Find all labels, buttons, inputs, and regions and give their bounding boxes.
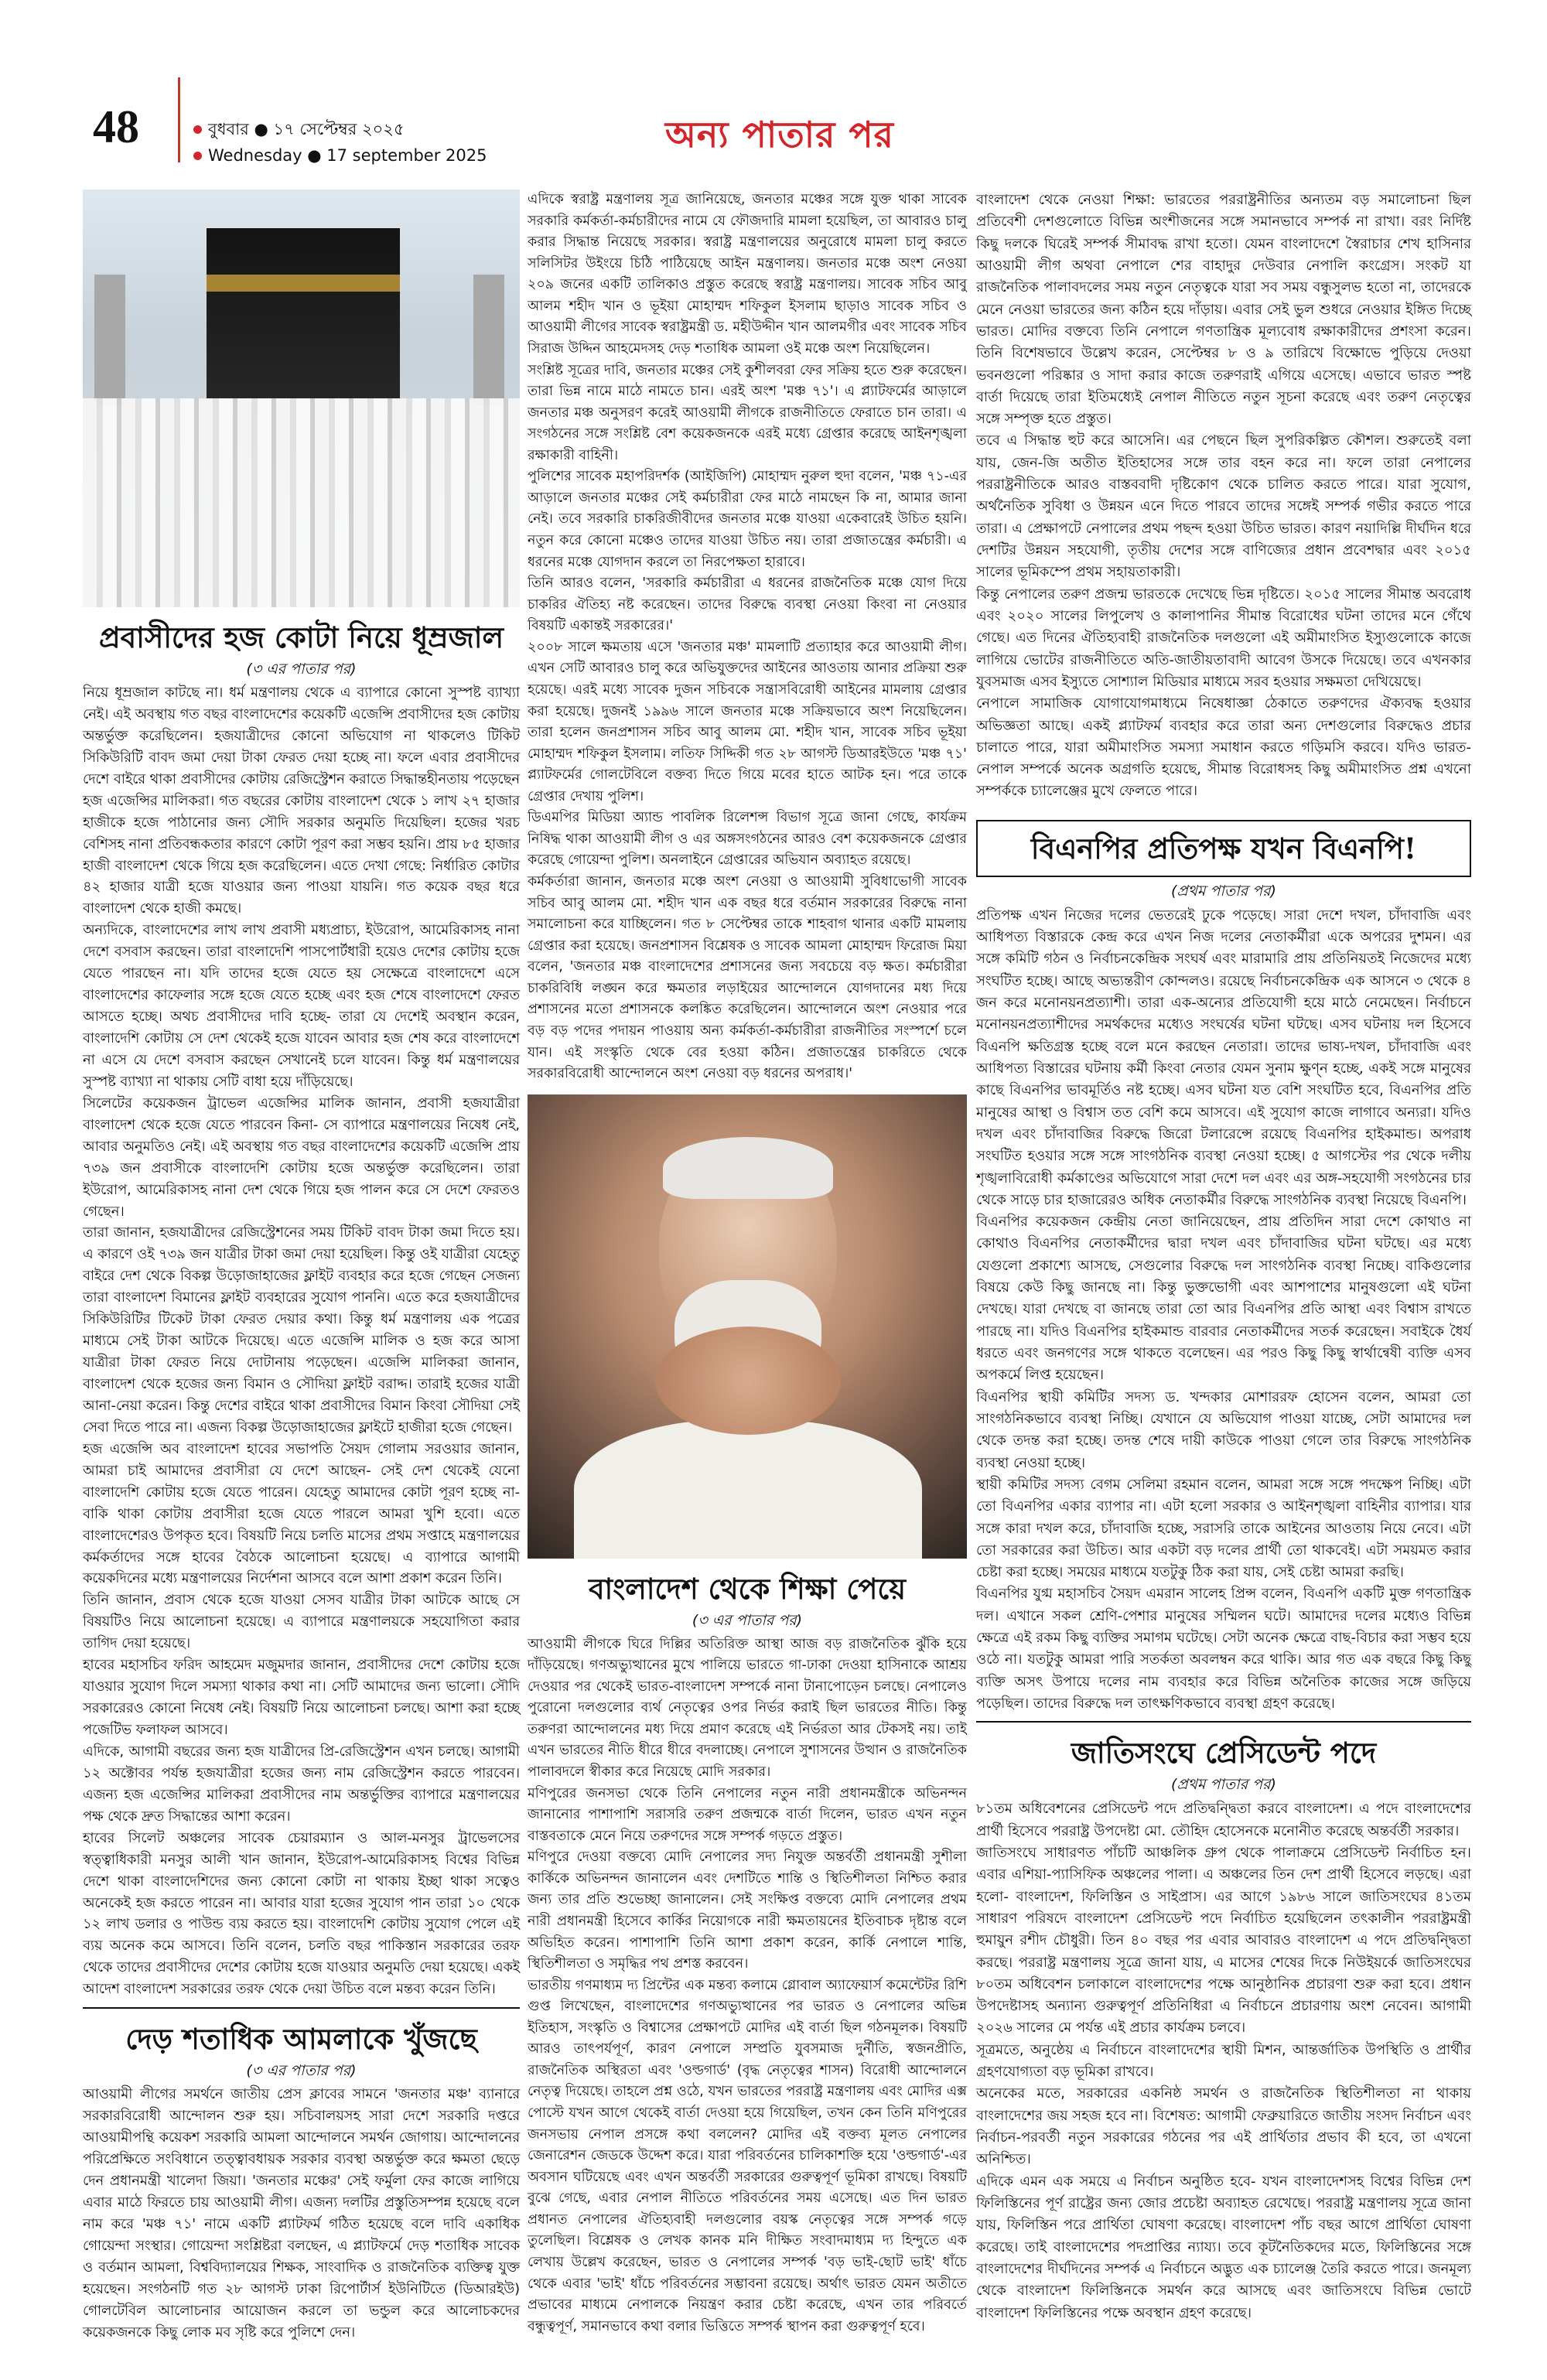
paragraph: মণিপুরে দেওয়া বক্তব্যে মোদি নেপালের সদ্য নিযুক্ত অন্তর্বর্তী প্রধানমন্ত্রী সুশীলা কার্কিকে অভিনন্দন জানালেন এবং দেশটিতে শান্তি ও স্থিতিশীলতা নিশ্চিত করার জন্য তার প্রতি শুভেচ্ছা জানালেন। সেই সংক্ষিপ্ত বক্তব্যে মোদি নেপালের প্রথম নারী প্রধানমন্ত্রী হিসেবে কার্কির নিয়োগকে নারী ক্ষমতায়নের ইতিবাচক দৃষ্টান্ত বলে অভিহিত করেন। পাশাপাশি তিনি আশা প্রকাশ করেন, কার্কি নেপালে শান্তি, স্থিতিশীলতা ও সমৃদ্ধির পথ প্রশস্ত করবেন।: [528, 1849, 967, 1972]
paragraph: প্রতিপক্ষ এখন নিজের দলের ভেতরেই ঢুকে পড়েছে। সারা দেশে দখল, চাঁদাবাজি এবং আধিপত্য বিস্তারকে কেন্দ্র করে এখন নিজ দলের নেতাকর্মীরা একে অপরের দুশমন। এর সঙ্গে কমিটি গঠন ও নির্বাচনকেন্দ্রিক সংঘর্ষ এবং মারামারি প্রায় প্রতিনিয়তই নিজেদের মধ্যে সংঘটিত হচ্ছে। আছে অভ্যন্তরীণ কোন্দলও। রয়েছে নির্বাচনকেন্দ্রিক এক আসনে ৩ থেকে ৪ জন করে মনোনয়নপ্রত্যাশী। তারা এক-অন্যের প্রতিযোগী হয়ে মাঠে নেমেছেন। নির্বাচনে মনোনয়নপ্রত্যাশীদের সমর্থকদের মধ্যেও সংঘর্ষের ঘটনা ঘটছে। এসব ঘটনায় দল হিসেবে বিএনপি ক্ষতিগ্রস্ত হচ্ছে বলে মনে করছেন নেতারা। তাদের ভাষ্য-দখল, চাঁদাবাজি এবং আধিপত্য বিস্তারের ঘটনায় কর্মী কিংবা নেতার যেমন সুনাম ক্ষুণ্ন হচ্ছে, একই সঙ্গে মানুষের কাছে বিএনপির ভাবমূর্তিও নষ্ট হচ্ছে। এসব ঘটনা যত বেশি সংঘটিত হবে, বিএনপির প্রতি মানুষের আস্থা ও বিশ্বাস তত বেশি কমে আসবে। এই সুযোগ কাজে লাগাবে অন্যরা। যদিও দখল এবং চাঁদাবাজির বিরুদ্ধে জিরো টলারেন্সে রয়েছে বিএনপির হাইকমান্ড। অপরাধ সংঘটিত হওয়ার সঙ্গে সঙ্গে সাংগঠনিক ব্যবস্থা নেওয়া হচ্ছে। ৫ আগস্টের পর থেকে দলীয় শৃঙ্খলাবিরোধী কর্মকাণ্ডের অভিযোগে সারা দেশে দল এবং এর অঙ্গ-সহযোগী সংগঠনের চার থেকে সাড়ে চার হাজারেরও অধিক নেতাকর্মীর বিরুদ্ধে সাংগঠনিক ব্যবস্থা নিয়েছে বিএনপি।: [976, 907, 1471, 1208]
divider: [83, 2007, 520, 2009]
date-english-text: Wednesday ● 17 september 2025: [208, 146, 487, 165]
paragraph: সংশ্লিষ্ট সূত্রের দাবি, জনতার মঞ্চের সেই কুশীলবরা ফের সক্রিয় হতে শুরু করেছেন। তারা ভিন্ন নামে মাঠে নামতে চান। এরই অংশ 'মঞ্চ ৭১'। এ প্ল্যাটফর্মের আড়ালে জনতার মঞ্চ অনুসরণ করেই আওয়ামী লীগকে রাজনীতিতে ফেরাতে চান তারা। এ সংগঠনের সঙ্গে সংশ্লিষ্ট বেশ কয়েকজনকে এরই মধ্যে গ্রেপ্তার করেছে আইনশৃঙ্খলা রক্ষাকারী বাহিনী।: [528, 362, 967, 463]
masthead: [0, 0, 1547, 178]
date-bangla: [193, 116, 487, 142]
paragraph: ৮১তম অধিবেশনের প্রেসিডেন্ট পদে প্রতিদ্বন্দ্বিতা করবে বাংলাদেশ। এ পদে বাংলাদেশের প্রার্থী হিসেবে পররাষ্ট্র উপদেষ্টা মো. তৌহিদ হোসেনকে মনোনীত করেছে অন্তর্বর্তী সরকার।: [976, 1801, 1471, 1839]
paragraph: তিনি জানান, প্রবাস থেকে হজে যাওয়া সেসব যাত্রীর টাকা আটকে আছে সে বিষয়টিও নিয়ে আলোচনা হয়েছে। এ ব্যাপারে মন্ত্রণালয়কে সহযোগিতা করার তাগিদ দেয়া হয়েছে।: [83, 1593, 520, 1652]
date-english: [193, 142, 487, 169]
paragraph: তিনি আরও বলেন, 'সরকারি কর্মচারীরা এ ধরনের রাজনৈতিক মঞ্চে যোগ দিয়ে চাকরির ঐতিহ্য নষ্ট করেছেন। তাদের বিরুদ্ধে ব্যবস্থা নেওয়া কিংবা না নেওয়ার বিষয়টি একান্তই সরকারের।': [528, 575, 967, 634]
paragraph: আওয়ামী লীগের সমর্থনে জাতীয় প্রেস ক্লাবের সামনে 'জনতার মঞ্চ' ব্যানারে সরকারবিরোধী আন্দোলন শুরু হয়। সচিবালয়সহ সারা দেশে সরকারি দপ্তরে আওয়ামীপন্থি কয়েকশ সরকারি আমলা আন্দোলনে সমর্থন জোগায়। আন্দোলনের পরিপ্রেক্ষিতে সংবিধানে তত্ত্বাবধায়ক সরকার ব্যবস্থা অন্তর্ভুক্ত করে ক্ষমতা ছেড়ে দেন প্রধানমন্ত্রী খালেদা জিয়া। 'জনতার মঞ্চের' সেই ফর্মুলা ফের কাজে লাগিয়ে এবার মাঠে ফিরতে চায় আওয়ামী লীগ। এজন্য দলটির প্রস্তুতিসম্পন্ন হয়েছে বলে নাম করে 'মঞ্চ ৭১' নামে একটি প্ল্যাটফর্ম গঠিত হয়েছে বলে দাবি একাধিক গোয়েন্দা সংস্থার। গোয়েন্দা সংশ্লিষ্টরা বলছেন, এ প্ল্যাটফর্মে দেড় শতাধিক সাবেক ও বর্তমান আমলা, বিশ্ববিদ্যালয়ের শিক্ষক, সাংবাদিক ও রাজনৈতিক ব্যক্তিত্ব যুক্ত হয়েছেন। সংগঠনটি গত ২৮ আগস্ট ঢাকা রিপোর্টার্স ইউনিটিতে (ডিআরইউ) গোলটেবিল আলোচনার আয়োজন করলে তা ভন্ডুল করে আলোচকদের কয়েকজনকে কিছু লোক মব সৃষ্টি করে পুলিশে দেন।: [83, 2087, 520, 2341]
cases-body-part1: [83, 2085, 520, 2344]
date-block: [193, 116, 487, 169]
paragraph: বিএনপির যুগ্ম মহাসচিব সৈয়দ এমরান সালেহ প্রিন্স বলেন, বিএনপি একটি মুক্ত গণতান্ত্রিক দল। এখানে সকল শ্রেণি-পেশার মানুষের সম্মিলন ঘটে। আমাদের দলের মধ্যেও বিভিন্ন ক্ষেত্রে এই রকম কিছু ব্যক্তির সমাগম ঘটেছে। সেটা অনেক ক্ষেত্রে বাছ-বিচার করা সম্ভব হয়ে ওঠে না। যতটুকু আমরা পারি সতর্কতা অবলম্বন করে থাকি। আর গত এক বছরে কিছু কিছু ব্যক্তি অসৎ উপায়ে দলের নাম ব্যবহার করে বিভিন্ন অনৈতিক কাজের সঙ্গে জড়িয়ে পড়েছিল। তাদের বিরুদ্ধে দল তাৎক্ষণিকভাবে ব্যবস্থা গ্রহণ করেছে।: [976, 1586, 1471, 1712]
date-bangla-text: বুধবার ● ১৭ সেপ্টেম্বর ২০২৫: [208, 120, 405, 138]
folded-hands-shape: [655, 1327, 841, 1435]
minaret-shape: [473, 275, 504, 406]
kaaba-photo: [83, 190, 520, 607]
bnp-continuation: (প্রথম পাতার পর): [1171, 882, 1276, 900]
paragraph: মণিপুরের জনসভা থেকে তিনি নেপালের নতুন নারী প্রধানমন্ত্রীকে অভিনন্দন জানানোর পাশাপাশি সরাসরি তরুণ প্রজন্মকে বার্তা দিলেন, ভারত এখন নতুন বাস্তবতাকে মেনে নিয়ে তরুণদের সঙ্গে সম্পর্ক গড়তে প্রস্তুত।: [528, 1785, 967, 1844]
section-title: অন্য পাতার পর: [665, 114, 894, 155]
column-1: [83, 190, 520, 2344]
paragraph: বিএনপির স্থায়ী কমিটির সদস্য ড. খন্দকার মোশাররফ হোসেন বলেন, আমরা তো সাংগঠনিকভাবে ব্যবস্থা নিচ্ছি। যেখানে যে অভিযোগ পাওয়া যাচ্ছে, সেটা আমাদের দল থেকে তদন্ত করা হচ্ছে। তদন্ত শেষে দায়ী কাউকে পাওয়া গেলে তার বিরুদ্ধে সাংগঠনিক ব্যবস্থা নেওয়া হচ্ছে।: [976, 1388, 1471, 1471]
paragraph: এদিকে, আগামী বছরের জন্য হজ যাত্রীদের প্রি-রেজিস্ট্রেশন এখন চলছে। আগামী ১২ অক্টোবর পর্যন্ত হজযাত্রীরা হজের জন্য নাম রেজিস্ট্রেশন করতে পারবেন। এজন্য হজ এজেন্সির মালিকরা প্রবাসীদের নাম অন্তর্ভুক্তির ব্যাপারে মন্ত্রণালয়ের পক্ষ থেকে দ্রুত সিদ্ধান্তের আশা করেন।: [83, 1743, 520, 1825]
india-continuation: (৩ এর পাতার পর): [692, 1611, 803, 1629]
page-number: 48: [93, 101, 139, 152]
paragraph: এদিকে এমন এক সময়ে এ নির্বাচন অনুষ্ঠিত হবে- যখন বাংলাদেশসহ বিশ্বের বিভিন্ন দেশ ফিলিস্তিনের পূর্ণ রাষ্ট্রের জন্য জোর প্রচেষ্টা অব্যাহত রেখেছে। পররাষ্ট্র মন্ত্রণালয় সূত্রে জানা যায়, ফিলিস্তিন পরে প্রার্থিতা ঘোষণা করেছে। বাংলাদেশ পাঁচ বছর আগে প্রার্থিতা ঘোষণা করেছে। তাই বাংলাদেশের পদপ্রাপ্তির ন্যায্য। তবে কূটনৈতিকদের মতে, ফিলিস্তিনের সঙ্গে বাংলাদেশের দীর্ঘদিনের সম্পর্ক এ নির্বাচনে অদ্ভুত এক চ্যালেঞ্জ তৈরি করতে পারে। জনমূল্য থেকে বাংলাদেশ ফিলিস্তিনকে সমর্থন করে আসছে এবং জাতিসংঘে বিভিন্ন ভোটে বাংলাদেশ ফিলিস্তিনের পক্ষে অবস্থান গ্রহণ করেছে।: [976, 2173, 1471, 2321]
paragraph: নিয়ে ধূম্রজাল কাটছে না। ধর্ম মন্ত্রণালয় থেকে এ ব্যাপারে কোনো সুস্পষ্ট ব্যাখ্যা নেই। এই অবস্থায় গত বছর বাংলাদেশের কয়েকটি এজেন্সি প্রবাসীদের হজ কোটায় অন্তর্ভুক্ত করেছিলেন। হজযাত্রীদের কোনো অভিযোগ না থাকলেও টিকিট সিকিউরিটি বাবদ জমা দেয়া টাকা ফেরত দেয়া হচ্ছে না। ফলে এবার প্রবাসীদের দেশে বাইরে থাকা প্রবাসীদের কোটায় রেজিস্ট্রেশন করাতে সিদ্ধান্তহীনতায় পড়েছেন হজ এজেন্সির মালিকরা। গত বছরের কোটায় বাংলাদেশ থেকে ১ লাখ ২৭ হাজার হাজীকে হজে পাঠানোর জন্য সৌদি সরকার অনুমতি দিয়েছিল। হজের খরচ বেশিসহ নানা প্রতিবন্ধকতার কারণে কোটা পূরণ করা সম্ভব হয়নি। প্রায় ৮৫ হাজার হাজী বাংলাদেশ থেকে গিয়ে হজ করেছিলেন। এতে দেখা গেছে: নির্ধারিত কোটার ৪২ হাজার যাত্রী হজে যাওয়ার জন্য পাওয়া যায়নি। গত কয়েক বছর ধরে বাংলাদেশ থেকে হাজী কমছে।: [83, 685, 520, 917]
paragraph: সূত্রমতে, অনুষ্ঠেয় এ নির্বাচনে বাংলাদেশের স্থায়ী মিশন, আন্তর্জাতিক উপস্থিতি ও প্রার্থীর গ্রহণযোগ্যতা বড় ভূমিকা রাখবে।: [976, 2041, 1471, 2081]
paragraph: তবে এ সিদ্ধান্ত হুট করে আসেনি। এর পেছনে ছিল সুপরিকল্পিত কৌশল। শুরুতেই বলা যায়, জেন-জি অতীত ইতিহাসের সঙ্গে তার বহন করে না। ফলে তারা নেপালের পররাষ্ট্রনীতিকে আরও বাস্তববাদী দৃষ্টিকোণ থেকে চালিত করতে পারে। যারা সুযোগ, অর্থনৈতিক সুবিধা ও উন্নয়ন এনে দিতে পারবে তাদের সঙ্গেই সম্পর্ক গভীর করতে পারে তারা। এ প্রেক্ষাপটে নেপালের প্রথম পছন্দ হওয়া উচিত ভারত। কারণ নয়াদিল্লি দীর্ঘদিন ধরে দেশটির উন্নয়ন সহযোগী, তৃতীয় দেশের সঙ্গে বাণিজ্যের প্রধান প্রবেশদ্বার এবং ২০১৫ সালের ভূমিকম্পে প্রথম সহায়তাকারী।: [976, 432, 1471, 581]
paragraph: তারা জানান, হজযাত্রীদের রেজিস্ট্রেশনের সময় টিকিট বাবদ টাকা জমা দিতে হয়। এ কারণে ওই ৭৩৯ জন যাত্রীর টাকা জমা দেয়া হয়েছিল। কিন্তু ওই যাত্রীরা যেহেতু বাইরে দেশ থেকে বিকল্প উড়োজাহাজের ফ্লাইট ব্যবহার করে হজে গেছেন সেজন্য তারা বাংলাদেশ বিমানের ফ্লাইট ব্যবহারের সুযোগ পাননি। এতে করে হজযাত্রীদের সিকিউরিটির টিকেট টাকা ফেরত দেয়ার কথা। কিন্তু ধর্ম মন্ত্রণালয় এক পত্রের মাধ্যমে সেই টাকা আটকে দিয়েছে। এতে এজেন্সি মালিক ও হজ করে আসা যাত্রীরা টাকা ফেরত নিয়ে দোটানায় পড়েছেন। এজেন্সি মালিকরা জানান, বাংলাদেশ থেকে হজের জন্য বিমান ও সৌদিয়া ফ্লাইট বরাদ্দ। তারাই হজের যাত্রী আনা-নেয়া করেন। কিন্তু দেশের বাইরে থাকা প্রবাসীদের বিমান কিংবা সৌদিয়া সেই সেবা দিতে পারে না। এজন্য বিকল্প উড়োজাহাজের ফ্লাইটে হাজীরা হজে গেছেন।: [83, 1225, 520, 1436]
paragraph: এদিকে স্বরাষ্ট্র মন্ত্রণালয় সূত্র জানিয়েছে, জনতার মঞ্চের সঙ্গে যুক্ত থাকা সাবেক সরকারি কর্মকর্তা-কর্মচারীদের নামে যে ফৌজদারি মামলা হয়েছিল, তা আবারও চালু করার সিদ্ধান্ত নিয়েছে সরকার। স্বরাষ্ট্র মন্ত্রণালয়ের অনুরোধে মামলা চালু করতে সলিসিটর উইংয়ে চিঠি পাঠিয়েছে আইন মন্ত্রণালয়। জনতার মঞ্চে অংশ নেওয়া ২০৯ জনের একটি তালিকাও প্রস্তুত করেছে স্বরাষ্ট্র মন্ত্রণালয়। সাবেক সচিব আবু আলম শহীদ খান ও ভূইয়া মোহাম্মদ শফিকুল ইসলাম ছাড়াও সাবেক সচিব ও আওয়ামী লীগের সাবেক স্বরাষ্ট্রমন্ত্রী ড. মহীউদ্দীন খান আলমগীর এবং সাবেক সচিব সিরাজ উদ্দিন আহমেদসহ দেড় শতাধিক আমলা ওই মঞ্চে অংশ নিয়েছিলেন।: [528, 192, 967, 357]
paragraph: অনেকের মতে, সরকারের একনিষ্ঠ সমর্থন ও রাজনৈতিক স্থিতিশীলতা না থাকায় বাংলাদেশের জয় সহজ হবে না। বিশেষত: আগামী ফেব্রুয়ারিতে জাতীয় সংসদ নির্বাচন এবং নির্বাচন-পরবর্তী নতুন সরকারের গঠনের পর এই প্রার্থিতার প্রভাব কী হবে, তা এখনো অনিশ্চিত।: [976, 2085, 1471, 2168]
minaret-shape: [94, 275, 125, 406]
paragraph: অন্যদিকে, বাংলাদেশের লাখ লাখ প্রবাসী মধ্যপ্রাচ্য, ইউরোপ, আমেরিকাসহ নানা দেশে বসবাস করছেন। তারা বাংলাদেশি পাসপোর্টধারী হয়েও দেশের কোটায় হজে যেতে পারছেন না। যদি তাদের হজে যেতে হয় সেক্ষেত্রে বাংলাদেশে এসে বাংলাদেশের কাফেলার সঙ্গে হজে যেতে হচ্ছে এবং হজ শেষে বাংলাদেশে ফেরত আসতে হচ্ছে। অথচ প্রবাসীদের দাবি হচ্ছে- তারা যে দেশেই অবস্থান করেন, বাংলাদেশি কোটায় সে দেশ থেকেই হজে যাবেন আবার হজ শেষ করে বাংলাদেশে না এসে যে দেশে বসবাস করছেন সেখানেই চলে যাবেন। কিন্তু ধর্ম মন্ত্রণালয়ের সুস্পষ্ট ব্যাখ্যা না থাকায় সেটি বাধা হয়ে দাঁড়িয়েছে।: [83, 923, 520, 1090]
paragraph: বাংলাদেশ থেকে নেওয়া শিক্ষা: ভারতের পররাষ্ট্রনীতির অন্যতম বড় সমালোচনা ছিল প্রতিবেশী দেশগুলোতে বিভিন্ন অংশীজনের সঙ্গে সমানভাবে সম্পর্ক না রাখা। বরং নির্দিষ্ট কিছু দলকে ঘিরেই সম্পর্ক সীমাবদ্ধ রাখা হতো। যেমন বাংলাদেশে স্বৈরাচার শেখ হাসিনার আওয়ামী লীগ অথবা নেপালে শের বাহাদুর দেউবার নেপালি কংগ্রেস। সংকট যা রাজনৈতিক পালাবদলের সময় নতুন নেতৃত্বকে যারা সব সময় বন্ধুসুলভ হতো না, তাদেরকে মেনে নেওয়া ভারতের জন্য কঠিন হয়ে দাঁড়ায়। এবার সেই ভুল শুধরে নেওয়ার ইঙ্গিত দিচ্ছে ভারত। মোদির বক্তব্যে তিনি নেপালে গণতান্ত্রিক মূল্যবোধ রক্ষাকারীদের প্রশংসা করেন। তিনি বিশেষভাবে উল্লেখ করেন, সেপ্টেম্বর ৮ ও ৯ তারিখে বিক্ষোভে পুড়িয়ে দেওয়া ভবনগুলো পরিষ্কার ও সাদা করার কাজে তরুণরাই এগিয়ে এসেছে। এভাবে ভারত স্পষ্ট বার্তা দিয়েছে তারা ইতিমধ্যেই নেপাল নীতিতে নতুন সূচনা করেছে এবং তরুণ নেতৃত্বের সঙ্গে সম্পৃক্ত হতে প্রস্তুত।: [976, 192, 1471, 428]
kiswah-band: [207, 275, 400, 292]
paragraph: হাবের মহাসচিব ফরিদ আহমেদ মজুমদার জানান, প্রবাসীদের দেশে কোটায় হজে যাওয়ার সুযোগ দিলে সমস্যা থাকার কথা না। সেটি আমাদের জন্য ভালো। সৌদি সরকারেরও কোনো নিষেধ নেই। বিষয়টি নিয়ে আলোচনা চলছে। আশা করা হচ্ছে পজেটিভ ফলাফল আসবে।: [83, 1658, 520, 1738]
paragraph: ডিএমপির মিডিয়া অ্যান্ড পাবলিক রিলেশন্স বিভাগ সূত্রে জানা গেছে, কার্যক্রম নিষিদ্ধ থাকা আওয়ামী লীগ ও এর অঙ্গসংগঠনের আরও বেশ কয়েকজনকে গ্রেপ্তার করেছে গোয়েন্দা পুলিশ। অনলাইনে গ্রেপ্তারের অভিযান অব্যাহত রয়েছে।: [528, 810, 967, 869]
paragraph: ২০০৮ সালে ক্ষমতায় এসে 'জনতার মঞ্চ' মামলাটি প্রত্যাহার করে আওয়ামী লীগ। এখন সেটি আবারও চালু করে অভিযুক্তদের আইনের আওতায় আনার প্রক্রিয়া শুরু হয়েছে। এরই মধ্যে সাবেক দুজন সচিবকে সন্ত্রাসবিরোধী আইনের মামলায় গ্রেপ্তার করা হয়েছে। দুজনই ১৯৯৬ সালে জনতার মঞ্চে সক্রিয়ভাবে অংশ নিয়েছিলেন। তারা হলেন জনপ্রশাসন সচিব আবু আলম মো. শহীদ খান, সাবেক সচিব ভূইয়া মোহাম্মদ শফিকুল ইসলাম। লতিফ সিদ্দিকী গত ২৮ আগস্ট ডিআরইউতে 'মঞ্চ ৭১' প্ল্যাটফর্মের গোলটেবিলে বক্তব্য দিতে গিয়ে মবের হাতে আটক হন। পরে তাকে গ্রেপ্তার দেখায় পুলিশ।: [528, 639, 967, 804]
paragraph: ভারতীয় গণমাধ্যম দ্য প্রিন্টের এক মন্তব্য কলামে গ্লোবাল অ্যাফেয়ার্স কমেন্টেটর রিশি গুপ্ত লিখেছেন, বাংলাদেশের গণঅভ্যুত্থানের পর ভারত ও নেপালের অভিন্ন ইতিহাস, সংস্কৃতি ও বিশ্বাসের প্রেক্ষাপটে মোদির এই বার্তা ছিল গঠনমূলক। বিষয়টি আরও তাৎপর্যপূর্ণ, কারণ নেপালে সম্প্রতি যুবসমাজ দুর্নীতি, স্বজনপ্রীতি, রাজনৈতিক অস্থিরতা এবং 'ওল্ডগার্ড' (বৃদ্ধ নেতৃত্বের শাসন) বিরোধী আন্দোলনে নেতৃত্ব দিয়েছে। তাহলে প্রশ্ন ওঠে, যখন ভারতের পররাষ্ট্র মন্ত্রণালয় এবং মোদির এক্স পোস্টে যখন আগে থেকেই বার্তা দেওয়া হয়ে গিয়েছিল, তখন কেন তিনি মণিপুরের জনসভায় নেপাল প্রসঙ্গে কথা বললেন? মোদির এই বক্তব্য মূলত নেপালের জেনারেশন জেডকে উদ্দেশ করে। যারা পরিবর্তনের চালিকাশক্তি হয়ে 'ওল্ডগার্ড'-এর অবসান ঘটিয়েছে এবং এখন অন্তর্বর্তী সরকারের গুরুত্বপূর্ণ ভূমিকা রাখছে। বিষয়টি বুঝে গেছে, এবার নেপাল নীতিতে পরিবর্তনের সময় এসেছে। এত দিন ভারত প্রধানত নেপালের ঐতিহ্যবাহী দলগুলোর বয়স্ক নেতৃত্বের সঙ্গে সম্পর্ক গড়ে তুলেছিল। বিশ্লেষক ও লেখক কানক মনি দীক্ষিত সংবাদমাধ্যম দ্য হিন্দুতে এক লেখায় উল্লেখ করেছেন, ভারত ও নেপালের সম্পর্ক 'বড় ভাই-ছোট ভাই' ধাঁচে থেকে এবার 'ভাই' ধাঁচে পরিবর্তনের সম্ভাবনা রয়েছে। অর্থাৎ ভারত যেমন অতীতে প্রভাবের মাধ্যমে নেপালকে নিয়ন্ত্রণ করার চেষ্টা করেছে, এখন তার পরিবর্তে বন্ধুত্বপূর্ণ, সমানভাবে কথা বলার ভিত্তিতে সম্পর্ক স্থাপন করা গুরুত্বপূর্ণ হবে।: [528, 1977, 967, 2334]
paragraph: জাতিসংঘে সাধারণত পাঁচটি আঞ্চলিক গ্রুপ থেকে পালাক্রমে প্রেসিডেন্ট নির্বাচিত হন। এবার এশিয়া-প্যাসিফিক অঞ্চলের পালা। এ অঞ্চলের তিন দেশ প্রার্থী হিসেবে লড়ছে। এরা হলো- বাংলাদেশ, ফিলিস্তিন ও সাইপ্রাস। এর আগে ১৯৮৬ সালে জাতিসংঘের ৪১তম সাধারণ পরিষদে বাংলাদেশ প্রেসিডেন্ট পদে নির্বাচিত হয়েছিলেন তৎকালীন পররাষ্ট্রমন্ত্রী হুমায়ুন রশীদ চৌধুরী। তিন ৪০ বছর পর এবার আবারও বাংলাদেশ এ পদে প্রতিদ্বন্দ্বিতা করছে। পররাষ্ট্র মন্ত্রণালয় সূত্রে জানা যায়, এ মাসের শেষের দিকে নিউইয়র্কে জাতিসংঘের ৮০তম অধিবেশন চলাকালে বাংলাদেশের পক্ষে আনুষ্ঠানিক প্রচারণা শুরু করা হবে। প্রধান উপদেষ্টাসহ অন্যান্য গুরুত্বপূর্ণ প্রতিনিধিরা এ নির্বাচনে প্রচারণায় অংশ নেবেন। আগামী ২০২৬ সালের মে পর্যন্ত এই প্রচার কার্যক্রম চলবে।: [976, 1844, 1471, 2037]
paragraph: হজ এজেন্সি অব বাংলাদেশ হাবের সভাপতি সৈয়দ গোলাম সরওয়ার জানান, আমরা চাই আমাদের প্রবাসীরা যে দেশে আছেন- সেই দেশ থেকেই যেনো বাংলাদেশি কোটায় হজে যেতে পারেন। যেহেতু আমাদের কোটা পূরণ হচ্ছে না- বাকি থাকা কোটায় প্রবাসীরা হজে যেতে পারলে আমরা খুশি হবো। এতে বাংলাদেশেরও উপকৃত হবে। বিষয়টি নিয়ে চলতি মাসের প্রথম সপ্তাহে মন্ত্রণালয়ের কর্মকর্তাদের সঙ্গে হাবের বৈঠকে আলোচনা হয়েছে। এ ব্যাপারে আগামী কয়েকদিনের মধ্যে মন্ত্রণালয়ের নির্দেশনা আসবে বলে আশা প্রকাশ করেন তিনি।: [83, 1441, 520, 1587]
un-body: [976, 1798, 1471, 2324]
paragraph: বিএনপির কয়েকজন কেন্দ্রীয় নেতা জানিয়েছেন, প্রায় প্রতিদিন সারা দেশে কোথাও না কোথাও বিএনপির নেতাকর্মীদের দ্বারা দখল এবং চাঁদাবাজির ঘটনা ঘটছে। এর মধ্যে যেগুলো প্রকাশ্যে আসছে, সেগুলোর বিরুদ্ধে দল সাংগঠনিক ব্যবস্থা নিচ্ছে। বাকিগুলোর বিষয়ে কেউ কিছু জানছে না। কিন্তু ভুক্তভোগী এবং আশপাশের মানুষগুলো এই ঘটনা দেখছে। যারা দেখছে বা জানছে তারা তো আর বিএনপির প্রতি আস্থা এবং বিশ্বাস রাখতে পারছে না। যদিও বিএনপির হাইকমান্ড বারবার নেতাকর্মীদের সতর্ক করেছেন। সবাইকে ধৈর্য ধরতে এবং জনগণের সঙ্গে থাকতে বলেছেন। এর পরও কিছু কিছু স্বার্থান্বেষী ব্যক্তি এসব অপকর্মে লিপ্ত হয়েছেন।: [976, 1214, 1471, 1384]
paragraph: নেপালে সামাজিক যোগাযোগমাধ্যমে নিষেধাজ্ঞা ঠেকাতে তরুণদের ঐক্যবদ্ধ হওয়ার অভিজ্ঞতা আছে। একই প্ল্যাটফর্ম ব্যবহার করে তারা অন্য দেশগুলোর বিরুদ্ধেও প্রচার চালাতে পারে, যারা অমীমাংসিত সমস্যা সমাধান করতে গড়িমসি করবে। যদিও ভারত-নেপাল সম্পর্কে অনেক অগ্রগতি হয়েছে, সীমান্ত বিরোধসহ কিছু অমীমাংসিত প্রশ্ন এখনো সম্পর্ককে চ্যালেঞ্জের মুখে ফেলতে পারে।: [976, 695, 1471, 800]
kaaba-shape: [207, 228, 400, 398]
hajj-headline: প্রবাসীদের হজ কোটা নিয়ে ধূম্রজাল: [98, 620, 504, 654]
un-continuation: (প্রথম পাতার পর): [1171, 1776, 1276, 1794]
hajj-body: [83, 683, 520, 2001]
india-body-part2: [976, 190, 1471, 803]
paragraph: স্থায়ী কমিটির সদস্য বেগম সেলিমা রহমান বলেন, আমরা সঙ্গে সঙ্গে পদক্ষেপ নিচ্ছি। এটা তো বিএনপির একার ব্যাপার না। এটা হলো সরকার ও আইনশৃঙ্খলা বাহিনীর ব্যাপার। যার সঙ্গে কারা দখল করে, চাঁদাবাজি হচ্ছে, সরাসরি তাকে আইনের আওতায় নিয়ে নেবে। এটা তো সরকারের করা উচিত। আর একটা বড় দলের প্রার্থী তো থাকবেই। এটা সময়মত করার চেষ্টা করা হচ্ছে। সময়ের মাধ্যমে যতটুকু ঠিক করা যায়, সেই চেষ্টা আমরা করছি।: [976, 1476, 1471, 1581]
divider: [976, 1721, 1471, 1723]
cases-body-part2: [528, 190, 967, 1085]
cases-continuation: (৩ এর পাতার পর): [246, 2062, 357, 2080]
paragraph: হাবের সিলেট অঞ্চলের সাবেক চেয়ারম্যান ও আল-মনসুর ট্রাভেলসের স্বত্ত্বাধিকারী মনসুর আলী খান জানান, ইউরোপ-আমেরিকাসহ বিশ্বের বিভিন্ন দেশে থাকা বাংলাদেশিদের জন্য কোনো কোটা না থাকায় ইচ্ছা থাকা সত্বেও অনেকেই হজ করতে পারেন না। আবার যারা হজের সুযোগ পান তারা ১০ থেকে ১২ লাখ ডলার ও পাউন্ড ব্যয় করতে হয়। বাংলাদেশি কোটায় সুযোগ পেলে এই ব্যয় অনেক কমে আসবে। তিনি বলেন, চলতি বছর পাকিস্তান সরকারের তরফ থেকে তাদের প্রবাসীদের দেশের কোটায় হজে যাওয়ার অনুমতি দেয়া হয়েছে। একই আদেশ বাংলাদেশ সরকারের তরফ থেকে দেয়া উচিত বলে মন্তব্য করেন তিনি।: [83, 1830, 520, 1998]
paragraph: কিন্তু নেপালের তরুণ প্রজন্ম ভারতকে দেখেছে ভিন্ন দৃষ্টিতে। ২০১৫ সালের সীমান্ত অবরোধ এবং ২০২০ সালের লিপুলেখ ও কালাপানির সীমান্ত বিরোধের ঘটনা তাদের মনে গেঁথে গেছে। এত দিনের ঐতিহ্যবাহী রাজনৈতিক দলগুলো এই অমীমাংসিত ইস্যুগুলোকে কাজে লাগিয়ে ভোটের রাজনীতিতে অতি-জাতীয়তাবাদী আবেগ উসকে দিয়েছে। তবে এখনকার যুবসমাজ এসব ইস্যুতে সোশ্যাল মিডিয়ার মাধ্যমে সরব হওয়ার সক্ষমতা দেখিয়েছে।: [976, 586, 1471, 690]
hajj-continuation: (৩ এর পাতার পর): [246, 661, 357, 678]
un-headline: জাতিসংঘে প্রেসিডেন্ট পদে: [1071, 1736, 1377, 1770]
modi-photo: [528, 1094, 967, 1559]
bullet-icon: [193, 152, 202, 160]
bullet-icon: [193, 125, 202, 134]
india-body-part1: [528, 1634, 967, 2338]
india-headline: বাংলাদেশ থেকে শিক্ষা পেয়ে: [588, 1571, 907, 1606]
shirt-shape: [574, 1419, 922, 1559]
bnp-headline: বিএনপির প্রতিপক্ষ যখন বিএনপি!: [976, 820, 1471, 877]
bnp-body: [976, 905, 1471, 1716]
pilgrim-crowd: [83, 398, 520, 607]
masthead-divider: [178, 77, 180, 162]
paragraph: পুলিশের সাবেক মহাপরিদর্শক (আইজিপি) মোহাম্মদ নুরুল হুদা বলেন, 'মঞ্চ ৭১-এর আড়ালে জনতার মঞ্চের সেই কর্মচারীরা ফের মাঠে নামছেন কি না, আমার জানা নেই। তবে সরকারি চাকরিজীবীদের জনতার মঞ্চে যাওয়া একেবারেই উচিত হয়নি। নতুন করে কোনো মঞ্চেও তাদের যাওয়া উচিত নয়। তারা প্রজাতন্ত্রের কর্মচারী। এ ধরনের মঞ্চে যোগদান করলে তা নিরপেক্ষতা হারাবে।: [528, 469, 967, 570]
column-3: [976, 190, 1471, 2324]
cases-headline: দেড় শতাধিক আমলাকে খুঁজছে: [125, 2022, 477, 2057]
paragraph: কর্মকর্তারা জানান, জনতার মঞ্চে অংশ নেওয়া ও আওয়ামী সুবিধাভোগী সাবেক সচিব আবু আলম মো. শহীদ খান এক বছর ধরে বর্তমান সরকারের বিরুদ্ধে নানা সমালোচনা করে যাচ্ছিলেন। গত ৮ সেপ্টেম্বর তাকে শাহবাগ থানার একটি মামলায় গ্রেপ্তার করা হয়েছে। জনপ্রশাসন বিশ্লেষক ও সাবেক আমলা মোহাম্মদ ফিরোজ মিয়া বলেন, 'জনতার মঞ্চ বাংলাদেশের প্রশাসনের জন্য সবচেয়ে বড় ক্ষত। কর্মচারীরা চাকরিবিধি লঙ্ঘন করে ক্ষমতার লড়াইয়ের আন্দোলনে যোগদানের মধ্য দিয়ে প্রশাসনের মতো প্রশাসনকে কলঙ্কিত করেছিলেন। আন্দোলনে অংশ নেওয়ার পরে বড় বড় পদের পদায়ন পাওয়ায় অন্য কর্মকর্তা-কর্মচারীরা রাজনীতির সংস্পর্শে চলে যান। এই সংস্কৃতি থেকে বের হওয়া কঠিন। প্রজাতন্ত্রের চাকরিতে থেকে সরকারবিরোধী আন্দোলনে অংশ নেওয়া বড় ধরনের অপরাধ।': [528, 874, 967, 1082]
paragraph: আওয়ামী লীগকে ঘিরে দিল্লির অতিরিক্ত আস্থা আজ বড় রাজনৈতিক ঝুঁকি হয়ে দাঁড়িয়েছে। গণঅভ্যুত্থানের মুখে পালিয়ে ভারতে গা-ঢাকা দেওয়া হাসিনাকে আশ্রয় দেওয়ার পর থেকেই ভারত-বাংলাদেশ সম্পর্কে নানা টানাপোড়েন চলছে। নেপালেও পুরোনো দলগুলোর ব্যর্থ নেতৃত্বের ওপর নির্ভর করাই ছিল ভারতের নীতি। কিন্তু তরুণরা আন্দোলনের মধ্য দিয়ে প্রমাণ করেছে এই নির্ভরতা আর টেকসই নয়। তাই এখন ভারতের নীতি ধীরে ধীরে বদলাচ্ছে। নেপালে সুশাসনের উত্থান ও রাজনৈতিক পালাবদলে স্বীকার করে নিয়েছে মোদি সরকার।: [528, 1636, 967, 1780]
hair-shape: [663, 1137, 833, 1199]
paragraph: সিলেটের কয়েকজন ট্রাভেল এজেন্সির মালিক জানান, প্রবাসী হজযাত্রীরা বাংলাদেশ থেকে হজে যেতে পারবেন কিনা- সে ব্যাপারে মন্ত্রণালয়ের নিষেধ নেই, আবার অনুমতিও নেই। এই অবস্থায় গত বছর বাংলাদেশের কয়েকটি এজেন্সি প্রায় ৭৩৯ জন প্রবাসীকে বাংলাদেশি কোটায় হজে অন্তর্ভুক্ত করেছিলেন। তারা ইউরোপ, আমেরিকাসহ নানা দেশ থেকে গিয়ে হজ পালন করে সে দেশে ফেরতও গেছেন।: [83, 1095, 520, 1220]
column-2: [528, 190, 967, 2337]
